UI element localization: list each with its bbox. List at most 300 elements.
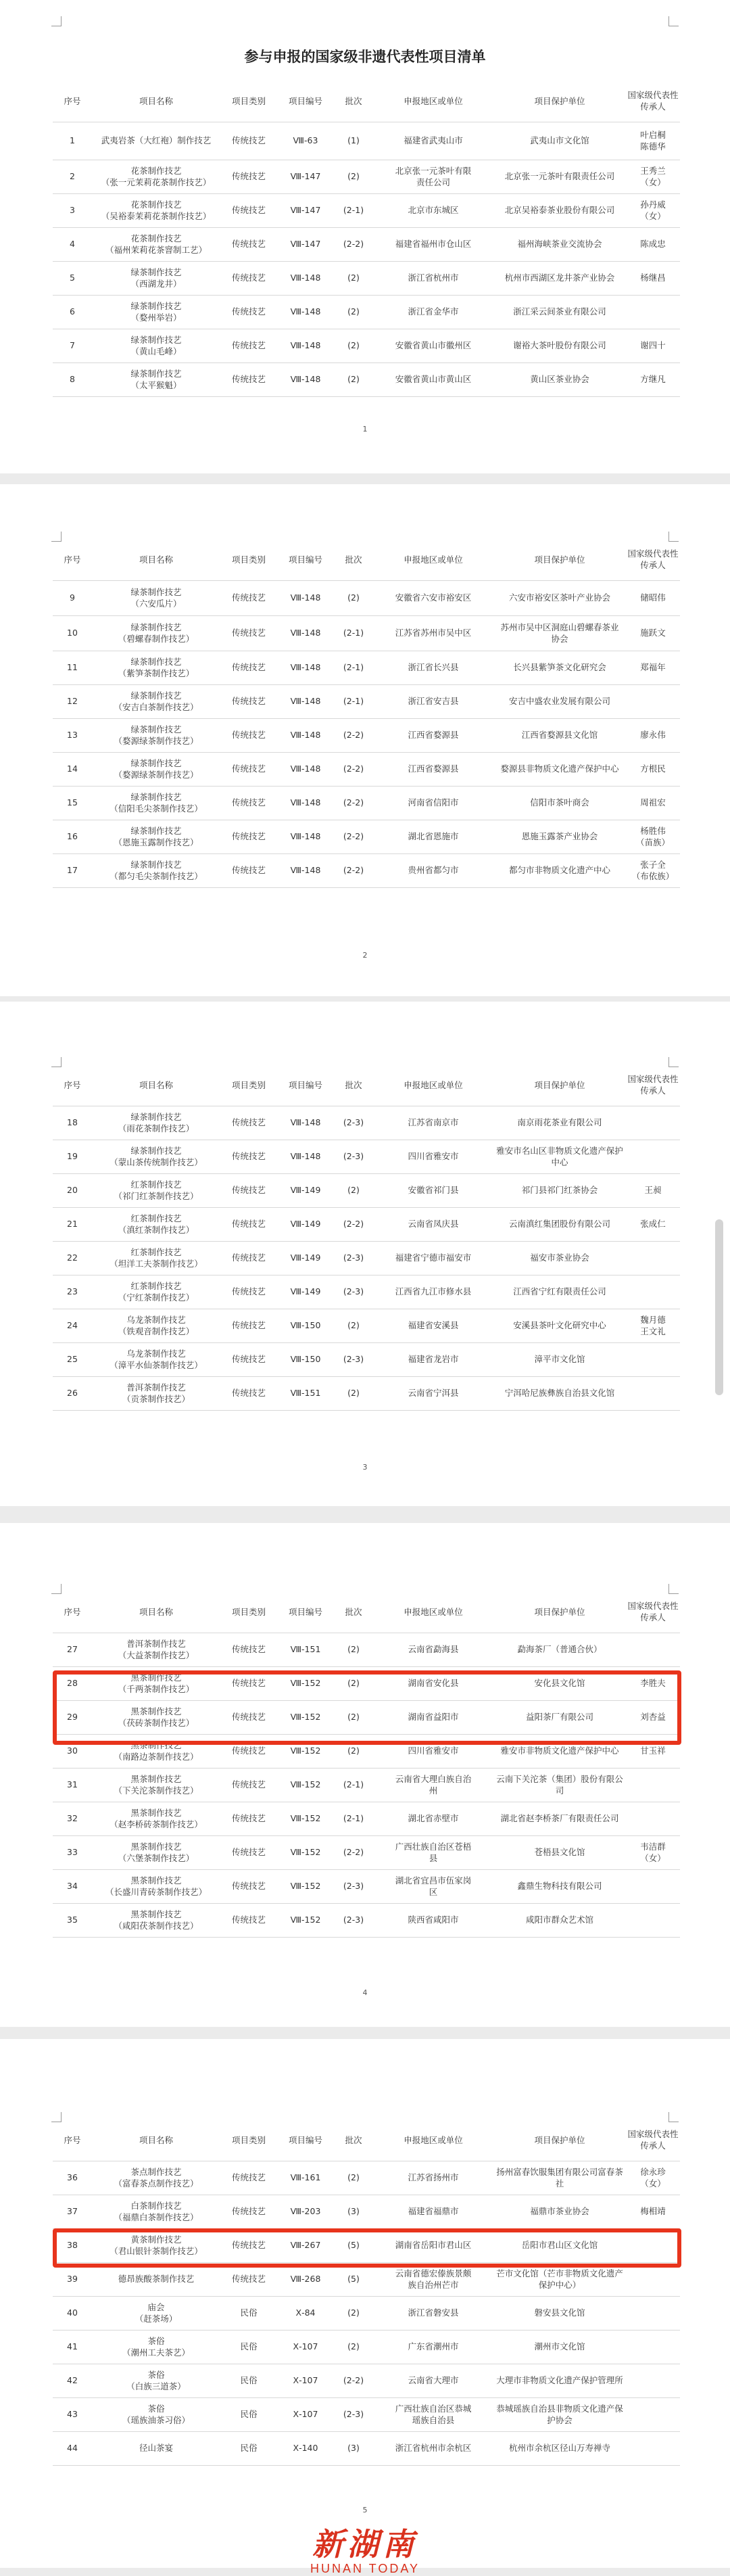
cell-batch: (2) (347, 1185, 360, 1196)
cell-category: 传统技艺 (231, 2206, 266, 2217)
column-header: 国家级代表性传承人 (627, 1074, 679, 1096)
cell-index: 20 (67, 1185, 78, 1196)
cell-region: 北京市东城区 (408, 205, 459, 216)
cell-project-code: Ⅷ-152 (290, 1746, 321, 1756)
cell-project-code: Ⅷ-151 (290, 1388, 321, 1399)
cell-batch: (2) (347, 374, 360, 385)
project-table (53, 2120, 680, 2466)
cell-inheritor (626, 2364, 680, 2398)
cell-project-code: Ⅷ-149 (290, 1252, 321, 1263)
cell-project-code: Ⅷ-149 (290, 1286, 321, 1297)
cell-inheritor: 陈成忠 (640, 239, 666, 250)
table-row (53, 228, 680, 262)
project-table (53, 540, 680, 888)
cell-project-code: Ⅷ-152 (290, 1779, 321, 1790)
cell-project-code: Ⅷ-148 (290, 696, 321, 707)
cell-index: 5 (70, 273, 75, 283)
cell-region: 湖南省安化县 (408, 1678, 459, 1689)
cell-project-name: 绿茶制作技艺 （蒙山茶传统制作技艺） (110, 1145, 203, 1167)
table-row (53, 1870, 680, 1904)
column-header: 序号 (64, 95, 81, 106)
cell-category: 传统技艺 (231, 1252, 266, 1263)
cell-index: 16 (67, 831, 78, 842)
column-header: 项目名称 (139, 95, 173, 106)
cell-protection-unit: 岳阳市君山区文化馆 (521, 2240, 598, 2251)
cell-project-name: 黑茶制作技艺 （下关沱茶制作技艺） (114, 1773, 199, 1796)
cell-inheritor: 张成仁 (640, 1219, 666, 1230)
cell-project-code: Ⅷ-152 (290, 1915, 321, 1925)
cell-batch: (5) (347, 2274, 360, 2285)
cell-region: 江苏省苏州市吴中区 (395, 628, 472, 638)
cell-project-code: Ⅷ-152 (290, 1813, 321, 1824)
cell-protection-unit: 安溪县茶叶文化研究中心 (513, 1320, 606, 1331)
cell-protection-unit: 江西省宁红有限责任公司 (513, 1286, 606, 1297)
cell-category: 传统技艺 (231, 662, 266, 673)
column-header: 项目名称 (139, 554, 173, 565)
cell-region: 福建省武夷山市 (404, 135, 463, 146)
cell-protection-unit: 北京吴裕泰茶业股份有限公司 (504, 205, 615, 216)
cell-region: 云南省大理白族自治 州 (395, 1773, 472, 1796)
column-header: 批次 (345, 1079, 362, 1090)
cell-project-code: Ⅹ-107 (293, 2375, 318, 2386)
cell-index: 21 (67, 1219, 78, 1230)
column-header: 项目编号 (288, 95, 322, 106)
cell-project-name: 武夷岩茶（大红袍）制作技艺 (101, 135, 212, 146)
cell-category: 传统技艺 (231, 1813, 266, 1824)
document-page-3 (0, 1002, 730, 1506)
column-header: 国家级代表性传承人 (627, 1601, 679, 1622)
cell-index: 26 (67, 1388, 78, 1399)
cell-protection-unit: 杭州市西湖区龙井茶产业协会 (504, 273, 615, 283)
cell-region: 浙江省金华市 (408, 306, 459, 317)
cell-region: 四川省雅安市 (408, 1746, 459, 1756)
cell-project-name: 花茶制作技艺 （张一元茉莉花茶制作技艺） (101, 165, 212, 187)
cell-batch: (2-2) (343, 1847, 364, 1858)
cell-category: 传统技艺 (231, 2172, 266, 2183)
cell-region: 湖北省宜昌市伍家岗 区 (395, 1875, 472, 1897)
cell-project-name: 绿茶制作技艺 （婺源绿茶制作技艺） (114, 724, 199, 746)
table-row (53, 262, 680, 296)
cell-project-code: Ⅷ-148 (290, 764, 321, 774)
cell-batch: (2-3) (343, 1151, 364, 1162)
cell-batch: (2-2) (343, 764, 364, 774)
cell-category: 传统技艺 (231, 340, 266, 351)
cell-project-code: Ⅷ-203 (290, 2206, 321, 2217)
cell-region: 江西省婺源县 (408, 730, 459, 741)
cell-category: 传统技艺 (231, 1644, 266, 1655)
cell-project-code: Ⅷ-267 (290, 2240, 321, 2251)
cell-region: 福建省福州市仓山区 (395, 239, 472, 250)
cell-project-code: Ⅷ-148 (290, 797, 321, 808)
cell-protection-unit: 福安市茶业协会 (530, 1252, 589, 1263)
table-row (53, 1769, 680, 1802)
cell-index: 41 (67, 2341, 78, 2352)
cell-inheritor (626, 1106, 680, 1140)
cell-category: 传统技艺 (231, 1320, 266, 1331)
cell-inheritor (626, 296, 680, 329)
cell-index: 7 (70, 340, 75, 351)
cell-project-code: Ⅷ-152 (290, 1881, 321, 1892)
cell-protection-unit: 苏州市吴中区洞庭山碧螺春茶业 协会 (500, 622, 619, 644)
cell-inheritor: 施跃文 (640, 628, 666, 638)
column-header: 项目名称 (139, 2134, 173, 2145)
cell-batch: (2) (347, 592, 360, 603)
cell-protection-unit: 福鼎市茶业协会 (530, 2206, 589, 2217)
cell-category: 传统技艺 (231, 1219, 266, 1230)
cell-inheritor: 叶启桐 陈德华 (640, 129, 666, 151)
cell-region: 云南省德宏傣族景颇 族自治州芒市 (395, 2268, 472, 2290)
cell-project-code: Ⅷ-148 (290, 730, 321, 741)
cell-project-code: Ⅷ-148 (290, 374, 321, 385)
cell-category: 传统技艺 (231, 306, 266, 317)
cell-protection-unit: 益阳茶厂有限公司 (525, 1712, 593, 1723)
cell-project-name: 绿茶制作技艺 （雨花茶制作技艺） (118, 1111, 195, 1133)
cell-project-name: 花茶制作技艺 （福州茉莉花茶窨制工艺） (105, 233, 207, 255)
cell-batch: (2) (347, 1712, 360, 1723)
cell-inheritor (626, 1904, 680, 1938)
cell-batch: (2) (347, 2172, 360, 2183)
cell-inheritor: 刘杏益 (640, 1712, 666, 1723)
table-row (53, 1309, 680, 1343)
cell-protection-unit: 恩施玉露茶产业协会 (521, 831, 598, 842)
cell-region: 浙江省长兴县 (408, 662, 459, 673)
column-header: 项目保护单位 (534, 2134, 585, 2145)
cell-category: 民俗 (240, 2375, 258, 2386)
column-header: 国家级代表性传承人 (627, 548, 679, 570)
watermark-en: HUNAN TODAY (310, 2562, 420, 2575)
column-header: 项目类别 (231, 554, 266, 565)
column-header: 项目类别 (231, 1606, 266, 1617)
table-row (53, 1836, 680, 1870)
column-header: 项目保护单位 (534, 1079, 585, 1090)
column-header: 批次 (345, 1606, 362, 1617)
cell-category: 传统技艺 (231, 1185, 266, 1196)
column-header: 批次 (345, 2134, 362, 2145)
document-page-5 (0, 2039, 730, 2568)
cell-category: 传统技艺 (231, 1712, 266, 1723)
table-row (53, 616, 680, 651)
cell-inheritor: 王昶 (644, 1185, 662, 1196)
table-row (53, 2432, 680, 2466)
table-row (53, 2331, 680, 2364)
table-row (53, 363, 680, 397)
cell-batch: (2-2) (343, 797, 364, 808)
cell-project-name: 黑茶制作技艺 （茯砖茶制作技艺） (118, 1706, 195, 1728)
table-row (53, 1242, 680, 1275)
cell-project-code: Ⅷ-150 (290, 1320, 321, 1331)
table-header-row (53, 81, 680, 122)
cell-batch: (2-1) (343, 628, 364, 638)
cell-project-name: 普洱茶制作技艺 （大益茶制作技艺） (118, 1638, 195, 1660)
cell-project-code: Ⅷ-149 (290, 1219, 321, 1230)
cell-project-name: 黑茶制作技艺 （赵李桥砖茶制作技艺） (110, 1807, 203, 1829)
cell-region: 四川省雅安市 (408, 1151, 459, 1162)
cell-protection-unit: 杭州市余杭区径山万寿禅寺 (508, 2443, 610, 2454)
cell-index: 6 (70, 306, 75, 317)
table-row (53, 1633, 680, 1667)
cell-project-name: 黑茶制作技艺 （南路边茶制作技艺） (114, 1739, 199, 1762)
column-header: 国家级代表性传承人 (627, 90, 679, 112)
cell-protection-unit: 潮州市文化馆 (534, 2341, 585, 2352)
cell-project-name: 绿茶制作技艺 （六安瓜片） (130, 586, 182, 609)
cell-project-code: Ⅷ-148 (290, 1151, 321, 1162)
table-row (53, 2297, 680, 2331)
cell-batch: (2) (347, 340, 360, 351)
cell-protection-unit: 苍梧县文化馆 (534, 1847, 585, 1858)
cell-index: 22 (67, 1252, 78, 1263)
cell-inheritor: 孙丹威 （女） (640, 199, 666, 221)
cell-region: 江苏省南京市 (408, 1117, 459, 1128)
cell-category: 传统技艺 (231, 696, 266, 707)
cell-inheritor (626, 1343, 680, 1377)
cell-index: 9 (70, 592, 75, 603)
cell-protection-unit: 安吉中盛农业发展有限公司 (508, 696, 610, 707)
cell-protection-unit: 云南滇红集团股份有限公司 (508, 1219, 610, 1230)
cell-batch: (2) (347, 2308, 360, 2318)
cell-project-name: 黄茶制作技艺 （君山银针茶制作技艺） (110, 2234, 203, 2256)
column-header: 序号 (64, 1606, 81, 1617)
cell-index: 10 (67, 628, 78, 638)
cell-inheritor: 韦洁群 （女） (640, 1841, 666, 1863)
table-row (53, 2398, 680, 2432)
cell-project-name: 黑茶制作技艺 （长盛川青砖茶制作技艺） (105, 1875, 207, 1897)
table-row (53, 2364, 680, 2398)
cell-project-name: 绿茶制作技艺 （太平猴魁） (130, 368, 182, 390)
cell-region: 湖北省赤壁市 (408, 1813, 459, 1824)
watermark-cn: 新湖南 (312, 2526, 418, 2562)
cell-inheritor: 魏月德 王文礼 (640, 1314, 666, 1336)
cell-index: 37 (67, 2206, 78, 2217)
cell-project-code: Ⅷ-148 (290, 662, 321, 673)
cell-inheritor: 杨继昌 (640, 273, 666, 283)
cell-index: 30 (67, 1746, 78, 1756)
cell-protection-unit: 浙江采云间茶业有限公司 (513, 306, 606, 317)
cell-region: 江西省九江市修水县 (395, 1286, 472, 1297)
cell-batch: (3) (347, 2443, 360, 2454)
table-row (53, 1802, 680, 1836)
document-page-1 (0, 0, 730, 473)
cell-project-code: Ⅷ-161 (290, 2172, 321, 2183)
cell-category: 传统技艺 (231, 1151, 266, 1162)
cell-batch: (2-1) (343, 662, 364, 673)
highlight-box-row-38 (53, 2228, 681, 2268)
cell-inheritor: 周祖宏 (640, 797, 666, 808)
table-row (53, 296, 680, 329)
cell-project-name: 绿茶制作技艺 （黄山毛峰） (130, 334, 182, 356)
cell-inheritor (626, 685, 680, 719)
cell-region: 云南省勐海县 (408, 1644, 459, 1655)
cell-category: 传统技艺 (231, 1847, 266, 1858)
cell-category: 传统技艺 (231, 1388, 266, 1399)
cell-project-name: 绿茶制作技艺 （信阳毛尖茶制作技艺） (110, 791, 203, 814)
cell-index: 15 (67, 797, 78, 808)
cell-category: 传统技艺 (231, 831, 266, 842)
cell-inheritor (626, 2331, 680, 2364)
cell-index: 23 (67, 1286, 78, 1297)
cell-batch: (2) (347, 1746, 360, 1756)
cell-region: 安徽省祁门县 (408, 1185, 459, 1196)
table-row (53, 2263, 680, 2297)
cell-index: 11 (67, 662, 78, 673)
cell-category: 民俗 (240, 2341, 258, 2352)
cell-project-name: 茶点制作技艺 （富春茶点制作技艺） (114, 2166, 199, 2188)
cell-protection-unit: 云南下关沱茶（集团）股份有限公 司 (496, 1773, 623, 1796)
cell-project-name: 绿茶制作技艺 （婺源绿茶制作技艺） (114, 757, 199, 780)
cell-project-code: Ⅷ-148 (290, 865, 321, 876)
table-row (53, 1208, 680, 1242)
cell-batch: (5) (347, 2240, 360, 2251)
table-row (53, 1106, 680, 1140)
crop-mark (668, 16, 679, 26)
cell-protection-unit: 六安市裕安区茶叶产业协会 (508, 592, 610, 603)
cell-region: 云南省大理市 (408, 2375, 459, 2386)
cell-inheritor: 谢四十 (640, 340, 666, 351)
table-row (53, 854, 680, 888)
cell-project-name: 茶俗 （瑶族油茶习俗） (122, 2403, 190, 2425)
cell-project-name: 白茶制作技艺 （福鼎白茶制作技艺） (114, 2200, 199, 2222)
cell-batch: (2) (347, 306, 360, 317)
table-row (53, 2195, 680, 2229)
cell-inheritor: 储昭伟 (640, 592, 666, 603)
cell-category: 传统技艺 (231, 2240, 266, 2251)
cell-project-code: Ⅹ-84 (295, 2308, 316, 2318)
column-header: 项目保护单位 (534, 554, 585, 565)
cell-batch: (2-1) (343, 1813, 364, 1824)
cell-protection-unit: 长兴县紫笋茶文化研究会 (513, 662, 606, 673)
cell-protection-unit: 勐海茶厂（普通合伙） (517, 1644, 602, 1655)
cell-project-name: 茶俗 （潮州工夫茶艺） (122, 2335, 190, 2358)
cell-category: 传统技艺 (231, 1678, 266, 1689)
cell-protection-unit: 雅安市名山区非物质文化遗产保护 中心 (496, 1145, 623, 1167)
cell-region: 广西壮族自治区恭城 瑶族自治县 (395, 2403, 472, 2425)
cell-region: 安徽省黄山市黄山区 (395, 374, 472, 385)
cell-category: 传统技艺 (231, 628, 266, 638)
cell-category: 传统技艺 (231, 592, 266, 603)
cell-protection-unit: 漳平市文化馆 (534, 1354, 585, 1365)
cell-project-code: Ⅷ-148 (290, 1117, 321, 1128)
cell-batch: (2-1) (343, 205, 364, 216)
table-header-row (53, 2120, 680, 2161)
cell-region: 浙江省磐安县 (408, 2308, 459, 2318)
cell-region: 浙江省杭州市 (408, 273, 459, 283)
cell-category: 传统技艺 (231, 1286, 266, 1297)
cell-project-code: Ⅷ-151 (290, 1644, 321, 1655)
cell-index: 40 (67, 2308, 78, 2318)
cell-project-name: 径山茶宴 (139, 2443, 173, 2454)
scrollbar-thumb[interactable] (715, 1219, 723, 1395)
cell-protection-unit: 黄山区茶业协会 (530, 374, 589, 385)
cell-protection-unit: 咸阳市群众艺术馆 (525, 1915, 593, 1925)
cell-project-name: 庙会 （赶茶场） (135, 2301, 178, 2324)
cell-project-name: 黑茶制作技艺 （六堡茶制作技艺） (118, 1841, 195, 1863)
column-header: 申报地区或单位 (404, 1079, 463, 1090)
cell-category: 传统技艺 (231, 1354, 266, 1365)
cell-project-name: 红茶制作技艺 （祁门红茶制作技艺） (114, 1179, 199, 1201)
table-row (53, 787, 680, 820)
column-header: 序号 (64, 2134, 81, 2145)
cell-project-name: 红茶制作技艺 （坦洋工夫茶制作技艺） (110, 1246, 203, 1269)
column-header: 批次 (345, 95, 362, 106)
column-header: 项目编号 (288, 554, 322, 565)
cell-category: 传统技艺 (231, 205, 266, 216)
cell-index: 12 (67, 696, 78, 707)
column-header: 项目名称 (139, 1079, 173, 1090)
cell-project-code: Ⅷ-147 (290, 171, 321, 182)
cell-batch: (2-3) (343, 1354, 364, 1365)
cell-project-name: 绿茶制作技艺 （碧螺春制作技艺） (118, 622, 195, 644)
cell-batch: (2-3) (343, 1915, 364, 1925)
cell-project-name: 绿茶制作技艺 （安吉白茶制作技艺） (114, 690, 199, 712)
document-page-4 (0, 1523, 730, 2027)
cell-batch: (2-3) (343, 1252, 364, 1263)
table-row (53, 1174, 680, 1208)
cell-protection-unit: 都匀市非物质文化遗产中心 (508, 865, 610, 876)
cell-index: 14 (67, 764, 78, 774)
cell-inheritor: 杨胜伟 （苗族） (635, 825, 670, 847)
cell-index: 18 (67, 1117, 78, 1128)
table-row (53, 753, 680, 787)
cell-batch: (2-3) (343, 1286, 364, 1297)
cell-project-code: Ⅷ-147 (290, 239, 321, 250)
cell-project-code: Ⅷ-148 (290, 340, 321, 351)
cell-project-name: 绿茶制作技艺 （西湖龙井） (130, 266, 182, 289)
cell-project-code: Ⅷ-148 (290, 831, 321, 842)
cell-inheritor (626, 1275, 680, 1309)
cell-batch: (2) (347, 1678, 360, 1689)
document-title: 参与申报的国家级非遗代表性项目清单 (244, 49, 486, 65)
table-row (53, 685, 680, 719)
cell-category: 传统技艺 (231, 1117, 266, 1128)
page-number: 2 (362, 951, 368, 960)
column-header: 项目编号 (288, 2134, 322, 2145)
cell-region: 广西壮族自治区苍梧 县 (395, 1841, 472, 1863)
cell-region: 云南省宁洱县 (408, 1388, 459, 1399)
cell-index: 34 (67, 1881, 78, 1892)
column-header: 国家级代表性传承人 (627, 2129, 679, 2151)
column-header: 项目编号 (288, 1079, 322, 1090)
table-row (53, 160, 680, 194)
cell-index: 39 (67, 2274, 78, 2285)
cell-region: 安徽省六安市裕安区 (395, 592, 472, 603)
column-header: 项目类别 (231, 95, 266, 106)
cell-project-code: Ⅹ-140 (293, 2443, 318, 2454)
cell-inheritor: 甘玉祥 (640, 1746, 666, 1756)
cell-project-code: Ⅷ-148 (290, 592, 321, 603)
cell-category: 传统技艺 (231, 865, 266, 876)
cell-project-code: Ⅷ-148 (290, 273, 321, 283)
cell-index: 29 (67, 1712, 78, 1723)
cell-inheritor (626, 1633, 680, 1667)
cell-protection-unit: 扬州富春饮服集团有限公司富春茶 社 (496, 2166, 623, 2188)
table-row (53, 1904, 680, 1938)
column-header: 申报地区或单位 (404, 554, 463, 565)
cell-inheritor: 张子全 （布依族） (631, 859, 675, 881)
cell-protection-unit: 雅安市非物质文化遗产保护中心 (500, 1746, 619, 1756)
column-header: 项目名称 (139, 1606, 173, 1617)
cell-protection-unit: 安化县文化馆 (534, 1678, 585, 1689)
cell-category: 传统技艺 (231, 374, 266, 385)
cell-project-code: Ⅷ-152 (290, 1847, 321, 1858)
cell-batch: (2-2) (343, 239, 364, 250)
cell-batch: (2-2) (343, 831, 364, 842)
cell-inheritor (626, 1242, 680, 1275)
cell-batch: (2) (347, 273, 360, 283)
cell-region: 福建省龙岩市 (408, 1354, 459, 1365)
cell-batch: (2-2) (343, 865, 364, 876)
cell-category: 传统技艺 (231, 1915, 266, 1925)
cell-batch: (2-2) (343, 2375, 364, 2386)
cell-index: 36 (67, 2172, 78, 2183)
